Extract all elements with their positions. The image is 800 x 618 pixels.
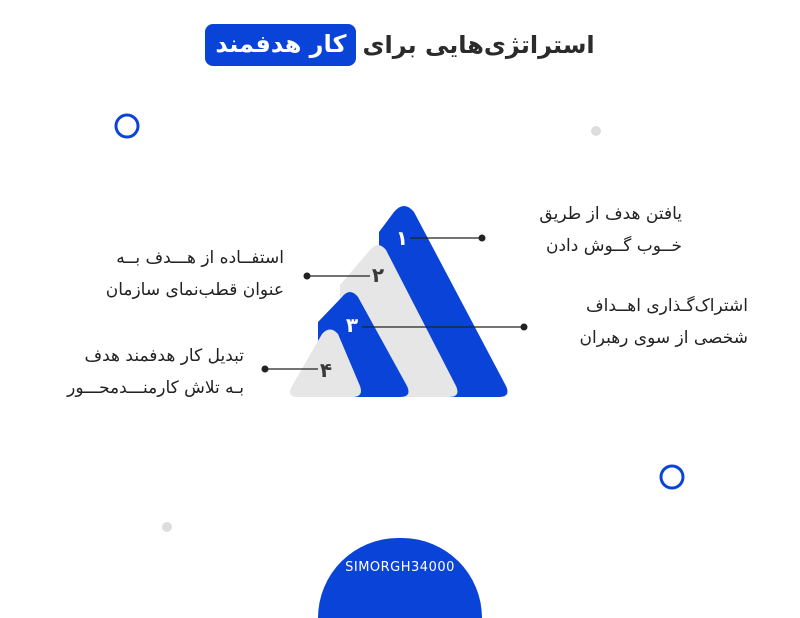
- step-label-4: [67, 340, 244, 404]
- step-label-1: [539, 198, 682, 262]
- step-1-line-1: یافتن هدف از طریق: [539, 204, 682, 224]
- step-1-line-2: خــوب گــوش دادن: [546, 236, 682, 256]
- footer-brand-text: SIMORGH34000: [345, 560, 455, 575]
- decor-dot-icon: [591, 126, 601, 136]
- step-4-line-1: تبدیل کار هدفمند هدف: [84, 346, 244, 366]
- step-2-line-2: عنوان قطب‌نمای سازمان: [105, 280, 284, 300]
- title-main: استراتژی‌هایی برای: [362, 31, 595, 59]
- connector-dot-2: [304, 273, 311, 280]
- decor-dot-icon: [162, 522, 172, 532]
- connector-dot-3: [521, 324, 528, 331]
- step-3-line-2: شخصی از سوی رهبران: [579, 328, 748, 348]
- step-4-line-2: بـه تلاش کارمنـــدمحـــور: [67, 378, 244, 398]
- step-number-2: ۲: [371, 263, 385, 287]
- connector-dot-4: [262, 366, 269, 373]
- step-number-4: ۴: [319, 358, 333, 382]
- step-label-2: [106, 242, 284, 306]
- step-number-3: ۳: [345, 313, 359, 337]
- title-highlight: کار هدفمند: [205, 24, 356, 66]
- connector-dot-1: [479, 235, 486, 242]
- step-2-line-1: استفــاده از هـــدف بــه: [116, 248, 284, 268]
- decor-ring-icon: [116, 115, 138, 137]
- step-3-line-1: اشتراک‌گـذاری اهــداف: [586, 296, 748, 316]
- step-label-3: [580, 290, 749, 354]
- step-number-1: ۱: [395, 226, 409, 250]
- decor-ring-icon: [661, 466, 683, 488]
